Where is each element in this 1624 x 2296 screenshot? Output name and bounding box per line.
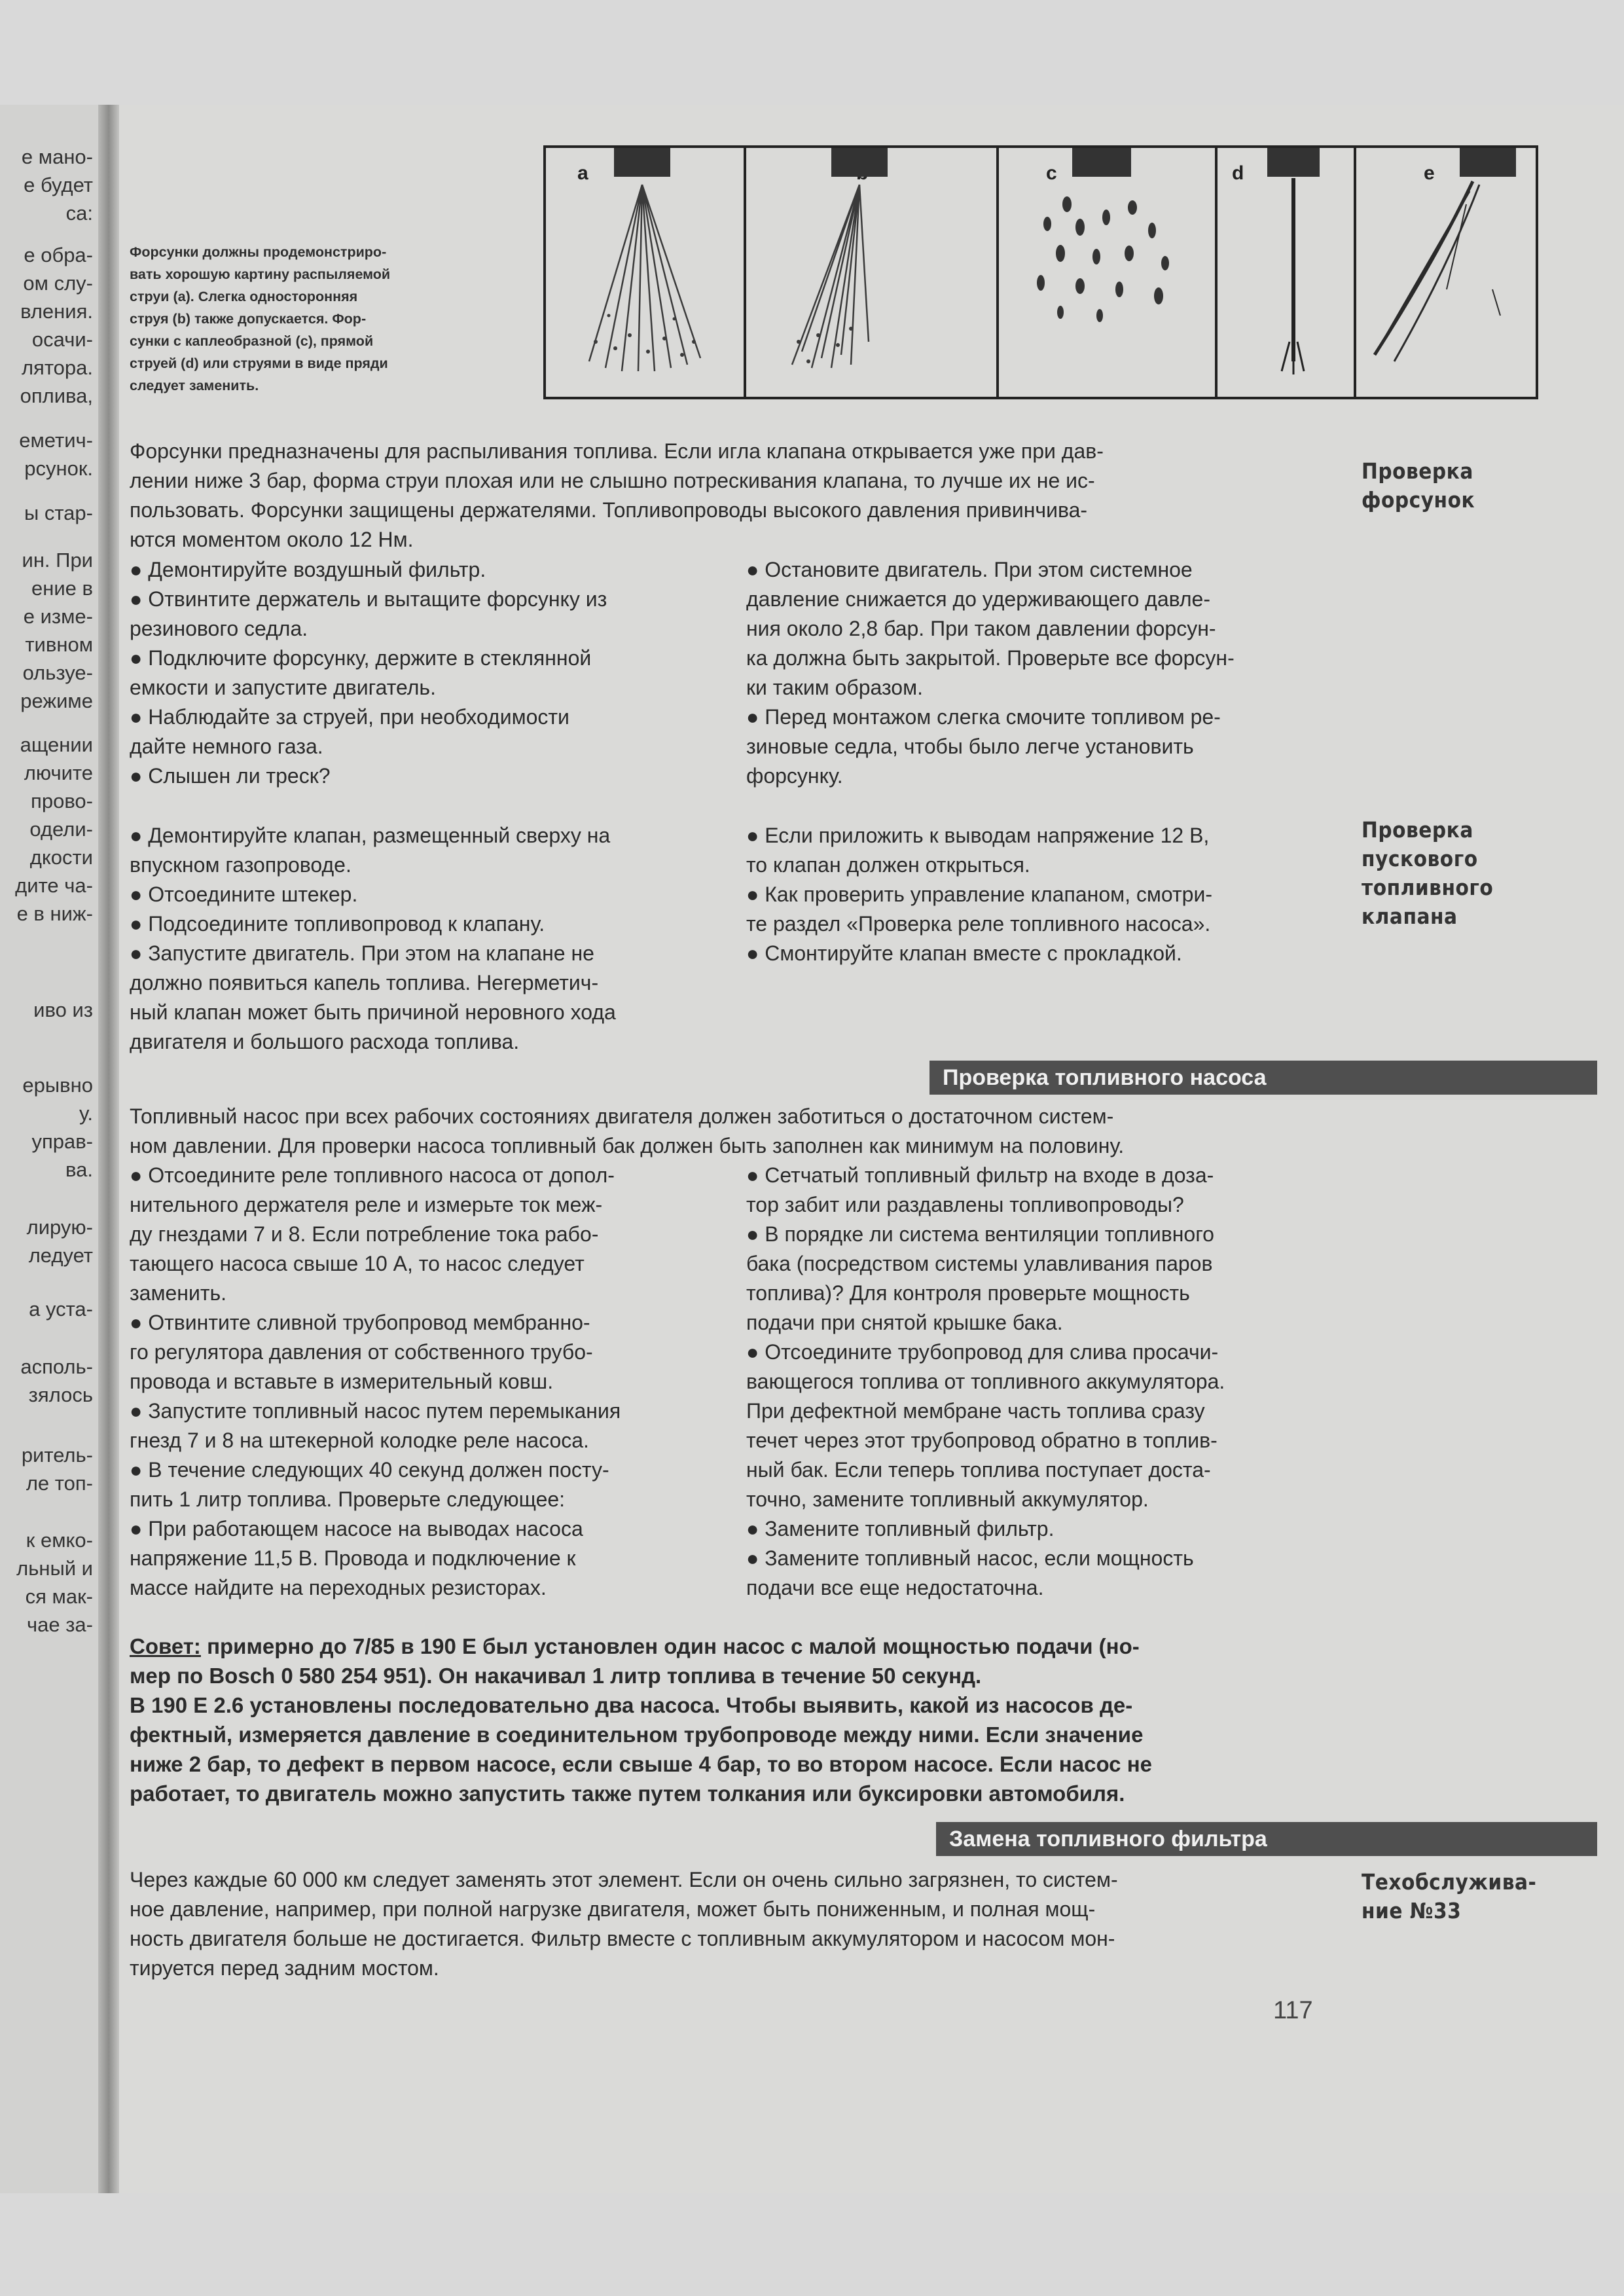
text-line: ● При работающем насосе на выводах насоса [130,1517,583,1540]
text-line: должно появиться капель топлива. Негерметич- [130,971,599,994]
prev-page-fragment: ом слу- [23,272,93,295]
start-valve-left-column [130,821,712,1057]
text-line: точно, замените топливный аккумулятор. [746,1487,1149,1511]
nozzle-icon-c [1072,148,1131,177]
tip-line: В 190 Е 2.6 установлены последовательно два насоса. Чтобы выявить, какой из насосов де- [130,1693,1133,1717]
prev-page-fragment: дите ча- [15,874,93,897]
tip-text: примерно до 7/85 в 190 Е был установлен один насос с малой мощностью подачи (но- [200,1634,1140,1658]
prev-page-fragment: ерывно [22,1074,93,1097]
prev-page-fragment: управ- [31,1130,93,1153]
side-heading-injectors [1362,457,1475,515]
text-line: двигателя и большого расхода топлива. [130,1030,520,1053]
panel-d [1232,148,1320,374]
prev-page-fragment: са: [65,202,93,225]
text-line: ка должна быть закрытой. Проверьте все форсун- [746,646,1235,670]
text-line: Топливный насос при всех рабочих состояниях двигателя должен заботиться о достаточном систем- [130,1104,1114,1128]
figure-caption [130,241,509,397]
prev-page-fragment: ение в [31,577,93,600]
tip-first-line [130,1631,1334,1661]
text-line: топлива)? Для контроля проверьте мощность [746,1281,1190,1305]
text-line: нительного держателя реле и измерьте ток меж- [130,1193,603,1216]
text-line: лении ниже 3 бар, форма струи плохая или не слышно потрескивания клапана, то лучше их не ис- [130,469,1095,492]
prev-page-fragment: ритель- [21,1444,93,1467]
prev-page-fragment: ва. [65,1158,93,1181]
prev-page-fragment: осачи- [31,328,93,351]
text-line: ду гнездами 7 и 8. Если потребление тока рабо- [130,1222,599,1246]
panel-a [577,148,700,371]
text-line: ● В порядке ли система вентиляции топливного [746,1222,1214,1246]
text-line: ● Остановите двигатель. При этом системное [746,558,1193,581]
side-heading-line: Проверка [1362,458,1473,484]
side-heading-line: клапана [1362,903,1458,929]
nozzle-icon-d [1267,148,1320,177]
tip-block [130,1631,1334,1808]
caption-line: вать хорошую картину распыляемой [130,266,391,282]
prev-page-fragment: тивном [25,633,93,656]
section-heading-fuel-pump: Проверка топливного насоса [929,1061,1597,1095]
text-line: то клапан должен открыться. [746,853,1030,877]
side-heading-line: Проверка [1362,817,1473,843]
prev-page-fragment: асполь- [20,1355,93,1378]
injectors-right-column [746,555,1329,791]
text-line: ный клапан может быть причиной неровного хода [130,1000,616,1024]
panel-label-c: c [1046,162,1057,184]
text-line: зиновые седла, чтобы было легче установить [746,735,1194,758]
text-line: ● Демонтируйте клапан, размещенный сверху на [130,824,611,847]
prev-page-fragment: вления. [20,300,93,323]
injectors-left-column [130,555,712,791]
text-line: ● Отвинтите сливной трубопровод мембранно- [130,1311,590,1334]
text-line: емкости и запустите двигатель. [130,676,436,699]
text-line: ● Демонтируйте воздушный фильтр. [130,558,486,581]
prev-page-fragment: е в ниж- [16,902,93,925]
text-line: ное давление, например, при полной нагрузке двигателя, может быть пониженным, и полная мощ- [130,1897,1096,1921]
text-line: При дефектной мембране часть топлива сразу [746,1399,1205,1423]
panel-b [792,148,888,368]
text-line: го регулятора давления от собственного трубо- [130,1340,593,1364]
text-line: резинового седла. [130,617,308,640]
text-line: течет через этот трубопровод обратно в топлив- [746,1429,1218,1452]
tip-line: ниже 2 бар, то дефект в первом насосе, если свыше 4 бар, то во втором насосе. Если насос не [130,1752,1152,1776]
text-line: массе найдите на переходных резисторах. [130,1576,547,1599]
fuel-pump-intro [130,1102,1334,1161]
panel-label-d: d [1232,162,1244,184]
prev-page-fragment: льный и [16,1557,93,1580]
prev-page-fragment: дкости [29,846,93,869]
tip-line: мер по Bosch 0 580 254 951). Он накачивал 1 литр топлива в течение 50 секунд. [130,1664,982,1688]
side-heading-maintenance [1362,1868,1536,1925]
text-line: Форсунки предназначены для распыливания топлива. Если игла клапана открывается уже при дав- [130,439,1104,463]
text-line: дайте немного газа. [130,735,323,758]
text-line: те раздел «Проверка реле топливного насоса». [746,912,1211,936]
text-line: подачи все еще недостаточна. [746,1576,1044,1599]
side-heading-line: пускового [1362,846,1478,871]
text-line: ● Отсоедините трубопровод для слива просачи- [746,1340,1219,1364]
text-line: ● Замените топливный фильтр. [746,1517,1055,1540]
text-line: ки таким образом. [746,676,923,699]
text-line: форсунку. [746,764,843,788]
prev-page-fragment: ле топ- [26,1472,93,1495]
fuel-filter-text [130,1865,1334,1983]
text-line: гнезд 7 и 8 на штекерной колодке реле насоса. [130,1429,589,1452]
prev-page-fragment: ин. При [22,549,93,572]
prev-page-fragment: прово- [31,790,93,812]
text-line: ● Слышен ли треск? [130,764,331,788]
text-line: пользовать. Форсунки защищены держателями. Топливопроводы высокого давления привинчива- [130,498,1088,522]
tip-line: работает, то двигатель можно запустить также путем толкания или буксировки автомобиля. [130,1781,1125,1806]
text-line: бака (посредством системы улавливания паров [746,1252,1213,1275]
prev-page-fragment: режиме [20,689,93,712]
prev-page-fragment: к емко- [26,1529,93,1552]
text-line: тор забит или раздавлены топливопроводы? [746,1193,1184,1216]
prev-page-fragment: рсунок. [24,457,93,480]
prev-page-fragment: лятора. [21,356,93,379]
text-line: ● Отсоедините реле топливного насоса от допол- [130,1163,615,1187]
prev-page-fragment: а уста- [29,1298,93,1321]
panel-c [1037,148,1169,322]
panel-label-e: e [1424,162,1435,184]
caption-line: следует заменить. [130,378,259,393]
prev-page-fragment: еметич- [19,429,93,452]
prev-page-fragment: е изме- [23,605,93,628]
text-line: ● Подсоедините топливопровод к клапану. [130,912,545,936]
caption-line: струей (d) или струями в виде пряди [130,355,388,371]
prev-page-fragment: ащении [20,733,93,756]
prev-page-fragment: ледует [28,1244,93,1267]
tip-label: Совет: [130,1634,201,1658]
text-line: ● Смонтируйте клапан вместе с прокладкой. [746,941,1182,965]
spray-pattern-figure [543,145,1538,401]
prev-page-fragment: е будет [24,173,93,196]
text-line: ния около 2,8 бар. При таком давлении форсун- [746,617,1216,640]
text-line: ● Замените топливный насос, если мощность [746,1546,1194,1570]
injectors-intro [130,437,1321,555]
text-line: Через каждые 60 000 км следует заменять этот элемент. Если он очень сильно загрязнен, то систем- [130,1868,1118,1891]
text-line: ● Отсоедините штекер. [130,883,358,906]
caption-line: струи (а). Слегка односторонняя [130,289,358,304]
text-line: ● Как проверить управление клапаном, смотри- [746,883,1212,906]
nozzle-icon-a [614,148,670,177]
prev-page-fragment: лирую- [26,1216,93,1239]
text-line: ● Запустите топливный насос путем перемыкания [130,1399,621,1423]
side-heading-line: Техобслужива- [1362,1869,1537,1895]
nozzle-icon-b [831,148,888,177]
side-heading-line: топливного [1362,875,1494,900]
prev-page-fragment: е обра- [24,244,93,266]
caption-line: Форсунки должны продемонстриро- [130,244,387,260]
text-line: напряжение 11,5 В. Провода и подключение к [130,1546,576,1570]
text-line: давление снижается до удерживающего давле- [746,587,1210,611]
prev-page-fragment: иво из [33,998,93,1021]
fuel-pump-left-column [130,1161,712,1603]
prev-page-fragment: ы стар- [24,501,93,524]
book-spine-shadow [98,105,119,2193]
text-line: заменить. [130,1281,227,1305]
previous-page-edge [0,105,98,2193]
side-heading-line: форсунок [1362,487,1475,513]
start-valve-right-column [746,821,1329,968]
panel-e [1375,148,1516,361]
panel-label-a: a [577,162,588,184]
caption-line: струя (b) также допускается. Фор- [130,311,367,327]
text-line: ● Сетчатый топливный фильтр на входе в доза- [746,1163,1214,1187]
text-line: тающего насоса свыше 10 А, то насос следует [130,1252,585,1275]
text-line: ● В течение следующих 40 секунд должен посту- [130,1458,609,1482]
text-line: впускном газопроводе. [130,853,352,877]
prev-page-fragment: е мано- [21,145,93,168]
fuel-pump-right-column [746,1161,1329,1603]
section-heading-fuel-filter: Замена топливного фильтра [936,1822,1597,1856]
text-line: ются моментом около 12 Нм. [130,528,414,551]
text-line: ● Подключите форсунку, держите в стеклянной [130,646,592,670]
text-line: ● Наблюдайте за струей, при необходимости [130,705,569,729]
prev-page-fragment: ся мак- [25,1585,93,1608]
tip-line: фектный, измеряется давление в соединительном трубопроводе между ними. Если значение [130,1722,1144,1747]
nozzle-icon-e [1460,148,1516,177]
text-line: ном давлении. Для проверки насоса топливный бак должен быть заполнен как минимум на половину. [130,1134,1125,1157]
prev-page-fragment: чае за- [26,1613,93,1636]
text-line: ● Запустите двигатель. При этом на клапане не [130,941,594,965]
prev-page-fragment: зялось [28,1383,93,1406]
prev-page-fragment: одели- [29,818,93,841]
prev-page-fragment: ользуе- [22,661,93,684]
page-number: 117 [1273,1997,1313,2024]
text-line: вающегося топлива от топливного аккумулятора. [746,1370,1225,1393]
prev-page-fragment: оплива, [20,384,93,407]
text-line: пить 1 литр топлива. Проверьте следующее: [130,1487,566,1511]
text-line: подачи при снятой крышке бака. [746,1311,1063,1334]
text-line: тируется перед задним мостом. [130,1956,439,1980]
text-line: ный бак. Если теперь топлива поступает доста- [746,1458,1211,1482]
prev-page-fragment: лючите [24,761,93,784]
text-line: ность двигателя больше не достигается. Фильтр вместе с топливным аккумулятором и насосом мон- [130,1927,1115,1950]
prev-page-fragment: у. [79,1102,93,1125]
text-line: провода и вставьте в измерительный ковш. [130,1370,554,1393]
side-heading-line: ние №33 [1362,1898,1462,1923]
side-heading-start-valve [1362,816,1493,931]
text-line: ● Если приложить к выводам напряжение 12 В, [746,824,1210,847]
caption-line: сунки с каплеобразной (с), прямой [130,333,374,349]
text-line: ● Перед монтажом слегка смочите топливом ре- [746,705,1221,729]
text-line: ● Отвинтите держатель и вытащите форсунку из [130,587,607,611]
